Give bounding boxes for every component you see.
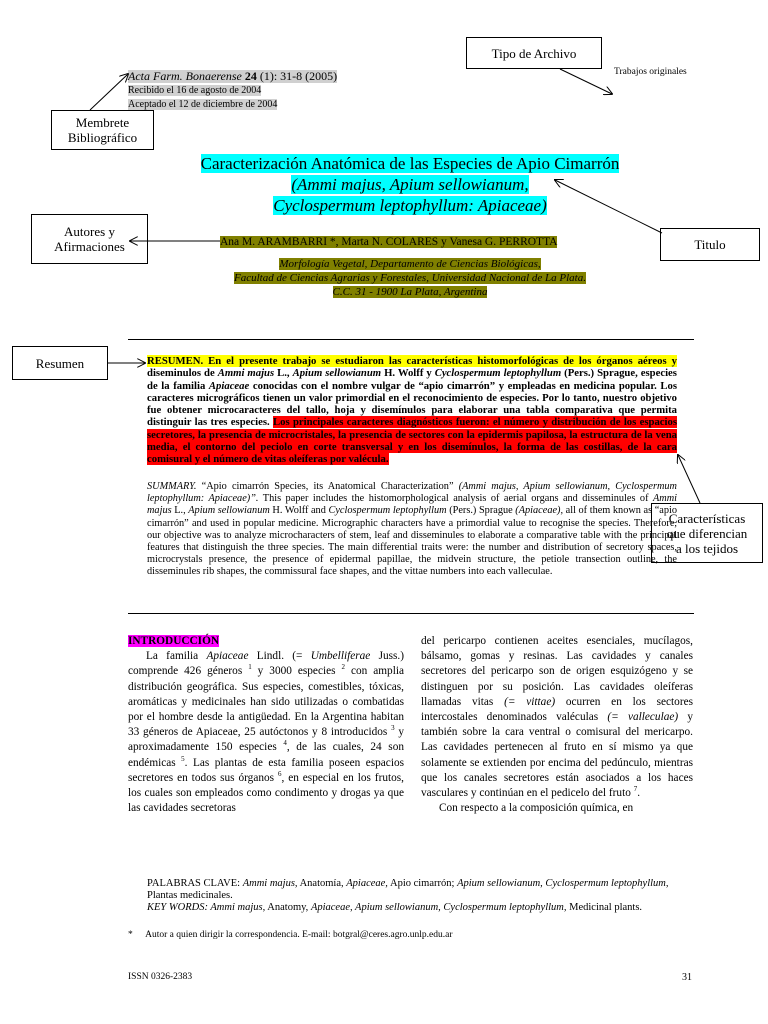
key-words: KEY WORDS: Ammi majus, Anatomy, Apiaceae, Apium sellowianum, Cyclospermum leptophyllum, Medicinal plants. bbox=[147, 902, 643, 913]
page-number: 31 bbox=[682, 972, 692, 983]
authors: Ana M. ARAMBARRI *, Marta N. COLARES y Vanesa G. PERROTTA bbox=[220, 236, 558, 248]
intro-heading: INTRODUCCIÓN bbox=[128, 635, 220, 647]
label-titulo-text: Titulo bbox=[694, 237, 726, 252]
label-resumen-text: Resumen bbox=[35, 355, 85, 371]
species-name: (Ammi majus, Apium sellowianum, Cyclospermum leptophyllum: Apiaceae)”. bbox=[147, 481, 677, 505]
label-autores-line2: Afirmaciones bbox=[54, 239, 125, 254]
divider-bottom bbox=[128, 613, 694, 614]
abstract-intro: RESUMEN. En el presente trabajo se estudiaron las características histomorfológicas de los órganos aéreos y bbox=[147, 355, 677, 367]
abstract-text: H. Wolff y bbox=[381, 367, 435, 380]
journal-issue: (1): 31-8 (2005) bbox=[256, 69, 338, 83]
arrow-membrete bbox=[90, 74, 128, 110]
summary-label: SUMMARY. bbox=[147, 481, 197, 492]
label-membrete bbox=[51, 110, 154, 150]
diagnostic-characters: Los principales caracteres diagnósticos fueron: el número y distribución de los espacios secretores, la presencia de microcristales, la presencia de sectores con la epidermis papilosa, la estructura de la vena media, el contorno del peciolo en corte transversal y en los disemínulos, la forma de las costillas, de la cara comisural y el número de vitas oleíferas por valécula. bbox=[147, 416, 678, 466]
family-name: Apiaceae bbox=[208, 379, 250, 392]
journal-volume: 24 bbox=[244, 69, 257, 83]
affiliation bbox=[120, 257, 700, 299]
title-line2: (Ammi majus, Apium sellowianum, bbox=[291, 175, 529, 194]
intro-left-column bbox=[128, 634, 404, 816]
journal-name: Acta Farm. Bonaerense bbox=[128, 69, 242, 83]
species-name: Cyclospermum leptophyllum bbox=[434, 367, 562, 380]
journal-citation bbox=[128, 70, 337, 83]
article-title bbox=[120, 153, 700, 216]
species-name: Apium sellowianum bbox=[292, 367, 382, 380]
intro-paragraph-2: del pericarpo contienen aceites esenciales, mucílagos, bálsamo, gomas y resinas. Las cavidades y canales secretores del pericarpo son de origen esquizógeno y se distinguen por su posición. Las cavidades oleíferas llamadas vitas (= vittae) ocurren en los sectores intercostales denominados valéculas (= valleculae) y también sobre la cara ventral o comisural del mericarpo. Las cavidades pertenecen al fruto en sí mismo ya que solamente se extienden por encima del pedúnculo, mientras que los canales secretores están asociados a los haces vasculares y continúan en el pedicelo del fruto $^7$. bbox=[421, 635, 693, 800]
species-name: Cyclospermum leptophyllum bbox=[328, 505, 447, 517]
intro-paragraph-3: Con respecto a la composición química, en bbox=[439, 802, 634, 815]
abstract-english bbox=[147, 481, 677, 579]
palabras-clave: PALABRAS CLAVE: Ammi majus, Anatomía, Apiaceae, Apio cimarrón; Apium sellowianum, Cyclospermum leptophyllum, Plantas medicinales. bbox=[147, 878, 669, 901]
received-date: Recibido el 16 de agosto de 2004 bbox=[128, 85, 262, 96]
intro-paragraph-1: La familia Apiaceae Lindl. (= Umbelliferae Juss.) comprende 426 géneros $^1$ y 3000 especies $^2$ con amplia distribución geográfica. Sus especies, comestibles, tóxicas, aromáticas y medicinales han sido utilizadas o combatidas por el hombre desde la antigüedad. En la Argentina habitan 33 géneros de Apiaceae, 25 autóctonos y 8 introducidos $^3$ y aproximadamente 150 especies $^4$, de las cuales, 24 son endémicas $^5$. Las plantas de esta familia poseen espacios secretores en todos sus órganos $^6$, en especial en los frutos, los cuales son empleados como condimento y drogas ya que las cavidades secretoras bbox=[128, 650, 405, 815]
intro-right-column bbox=[421, 634, 693, 816]
family-name: (Apiaceae), bbox=[515, 505, 564, 517]
arrow-tipo-archivo bbox=[560, 69, 612, 94]
footnote-mark: * bbox=[128, 930, 133, 940]
label-tipo-archivo bbox=[466, 37, 602, 69]
summary-text: L., bbox=[171, 505, 189, 517]
label-autores-line1: Autores y bbox=[64, 224, 115, 239]
abstract-text: conocidas con el nombre vulgar de “apio cimarrón” y empleadas en medicina popular. Los caracteres micrográficos tienen un valor primordial en el reconocimiento de especies. Por lo tanto, nuestro objetivo fue obtener microcaracteres del tallo, hoja y disemínulos para elaborar una tabla comparativa que permita distinguir las tres especies. bbox=[147, 379, 678, 429]
footnote-text: Autor a quien dirigir la correspondencia. E-mail: botgral@ceres.agro.unlp.edu.ar bbox=[145, 930, 453, 940]
accepted-date: Aceptado el 12 de diciembre de 2004 bbox=[128, 99, 278, 110]
summary-title: “Apio cimarrón Species, its Anatomical Characterization” bbox=[196, 481, 459, 492]
issn: ISSN 0326-2383 bbox=[128, 972, 193, 982]
summary-text: (Pers.) Sprague bbox=[446, 505, 516, 517]
section-type: Trabajos originales bbox=[614, 67, 687, 77]
label-membrete-line2: Bibliográfico bbox=[67, 130, 138, 145]
label-caracteristicas-line2: que diferencian bbox=[666, 525, 748, 541]
species-name: Ammi majus bbox=[147, 493, 677, 517]
summary-text: H. Wolff and bbox=[269, 505, 329, 517]
label-caracteristicas-line1: Características bbox=[668, 510, 746, 526]
species-name: Ammi majus bbox=[217, 367, 275, 380]
keywords bbox=[147, 878, 677, 914]
abstract-text: L., bbox=[274, 367, 293, 380]
footnote bbox=[128, 930, 452, 940]
arrow-caracteristicas bbox=[678, 455, 700, 503]
divider-top bbox=[128, 339, 694, 340]
title-line1: Caracterización Anatómica de las Especies de Apio Cimarrón bbox=[200, 154, 620, 173]
summary-text: all of them known as “apio cimarrón” and used in popular medicine. Micrographic characters have a primordial value to recognise the species. Therefore, our objective was to analyze microcharacters of stem, leaf and disseminules to elaborate a comparative table with the principal features that distinguish the three species. The main differential traits were: the number and distribution of secretory spaces, microcrystals presence, the presence of epidermal papillae, the midvein structure, the petiole transection outline, the disseminules rib shapes, the commissural face shapes, and the vittae numbers into each valleculae. bbox=[147, 505, 677, 578]
label-membrete-line1: Membrete bbox=[75, 115, 130, 130]
abstract-text: (Pers.) Sprague, especies de la familia bbox=[147, 367, 677, 392]
bibliographic-header bbox=[128, 70, 337, 111]
abstract-text: diseminulos de bbox=[147, 367, 218, 380]
label-caracteristicas-line3: a los tejidos bbox=[675, 540, 739, 556]
abstract-spanish bbox=[147, 355, 677, 466]
title-line3: Cyclospermum leptophyllum: Apiaceae) bbox=[273, 196, 547, 215]
label-resumen bbox=[12, 346, 108, 380]
affiliation-line3: C.C. 31 - 1900 La Plata, Argentina bbox=[332, 286, 488, 298]
label-tipo-archivo-text: Tipo de Archivo bbox=[491, 45, 577, 61]
species-name: Apium sellowianum bbox=[188, 505, 270, 517]
affiliation-line2: Facultad de Ciencias Agrarias y Forestales, Universidad Nacional de La Plata. bbox=[234, 272, 586, 284]
affiliation-line1: Morfología Vegetal, Departamento de Ciencias Biológicas, bbox=[279, 258, 541, 270]
summary-text: This paper includes the histomorphological analysis of aerial organs and disseminules of bbox=[258, 493, 653, 505]
